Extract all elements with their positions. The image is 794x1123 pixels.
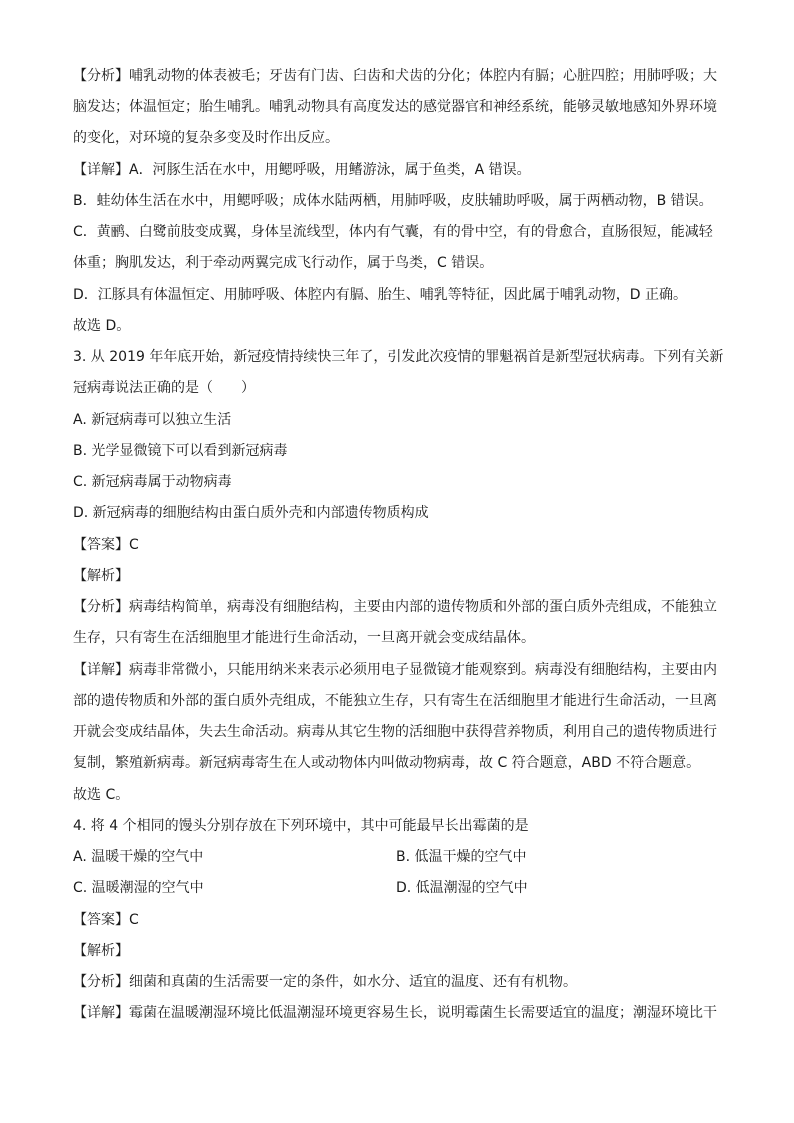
q4-stem: 4. 将 4 个相同的馒头分别存放在下列环境中，其中可能最早长出霉菌的是 bbox=[73, 818, 529, 834]
q2-detail-a: 【详解】A．河豚生活在水中，用鳃呼吸，用鳍游泳，属于鱼类，A 错误。 bbox=[73, 162, 531, 178]
q3-option-c: C. 新冠病毒属于动物病毒 bbox=[73, 474, 232, 490]
q2-analysis-line-1: 【分析】哺乳动物的体表被毛；牙齿有门齿、臼齿和犬齿的分化；体腔内有膈；心脏四腔；用肺呼吸；大 bbox=[73, 68, 717, 84]
q2-detail-b: B．蛙幼体生活在水中，用鳃呼吸；成体水陆两栖，用肺呼吸，皮肤辅助呼吸，属于两栖动物，B 错误。 bbox=[73, 193, 713, 209]
q4-option-b: B. 低温干燥的空气中 bbox=[396, 849, 527, 865]
q3-detail-line-3: 开就会变成结晶体，失去生命活动。病毒从其它生物的活细胞中获得营养物质，利用自己的遗传物质进行 bbox=[73, 724, 717, 740]
q4-explanation-heading: 【解析】 bbox=[73, 943, 129, 959]
q3-explanation-heading: 【解析】 bbox=[73, 568, 129, 584]
q4-detail-line-1: 【详解】霉菌在温暖潮湿环境比低温潮湿环境更容易生长，说明霉菌生长需要适宜的温度；潮湿环境比干 bbox=[73, 1005, 717, 1021]
q3-stem-line-1: 3. 从 2019 年年底开始，新冠疫情持续快三年了，引发此次疫情的罪魁祸首是新型冠状病毒。下列有关新 bbox=[73, 349, 723, 365]
q2-detail-c-1: C．黄鹂、白鹭前肢变成翼，身体呈流线型，体内有气囊，有的骨中空，有的骨愈合，直肠很短，能减轻 bbox=[73, 224, 713, 240]
q3-stem-line-2: 冠病毒说法正确的是（ ） bbox=[73, 380, 255, 396]
q3-answer: 【答案】C bbox=[73, 537, 139, 553]
q3-detail-line-4: 复制，繁殖新病毒。新冠病毒寄生在人或动物体内叫做动物病毒，故 C 符合题意，ABD 不符合题意。 bbox=[73, 755, 701, 771]
q3-option-b: B. 光学显微镜下可以看到新冠病毒 bbox=[73, 443, 288, 459]
q4-option-a: A. 温暖干燥的空气中 bbox=[73, 849, 204, 865]
q2-detail-c-2: 体重；胸肌发达，利于牵动两翼完成飞行动作，属于鸟类，C 错误。 bbox=[73, 255, 494, 271]
q4-analysis: 【分析】细菌和真菌的生活需要一定的条件，如水分、适宜的温度、还有有机物。 bbox=[73, 974, 577, 990]
q3-detail-line-2: 部的遗传物质和外部的蛋白质外壳组成，不能独立生存，只有寄生在活细胞里才能进行生命活动，一旦离 bbox=[73, 693, 717, 709]
q4-option-d: D. 低温潮湿的空气中 bbox=[396, 880, 528, 896]
q3-analysis-line-2: 生存，只有寄生在活细胞里才能进行生命活动，一旦离开就会变成结晶体。 bbox=[73, 630, 535, 646]
q3-analysis-line-1: 【分析】病毒结构简单，病毒没有细胞结构，主要由内部的遗传物质和外部的蛋白质外壳组成，不能独立 bbox=[73, 599, 717, 615]
q4-answer: 【答案】C bbox=[73, 912, 139, 928]
q3-conclusion: 故选 C。 bbox=[73, 787, 130, 803]
q3-option-d: D. 新冠病毒的细胞结构由蛋白质外壳和内部遗传物质构成 bbox=[73, 505, 429, 521]
q4-option-c: C. 温暖潮湿的空气中 bbox=[73, 880, 204, 896]
q2-analysis-line-3: 的变化，对环境的复杂多变及时作出反应。 bbox=[73, 130, 339, 146]
q2-analysis-line-2: 脑发达；体温恒定；胎生哺乳。哺乳动物具有高度发达的感觉器官和神经系统，能够灵敏地感知外界环境 bbox=[73, 99, 717, 115]
q3-detail-line-1: 【详解】病毒非常微小，只能用纳米来表示必须用电子显微镜才能观察到。病毒没有细胞结构，主要由内 bbox=[73, 662, 717, 678]
q2-conclusion: 故选 D。 bbox=[73, 318, 131, 334]
q2-detail-d: D．江豚具有体温恒定、用肺呼吸、体腔内有膈、胎生、哺乳等特征，因此属于哺乳动物，D 正确。 bbox=[73, 287, 688, 303]
q3-option-a: A. 新冠病毒可以独立生活 bbox=[73, 412, 232, 428]
